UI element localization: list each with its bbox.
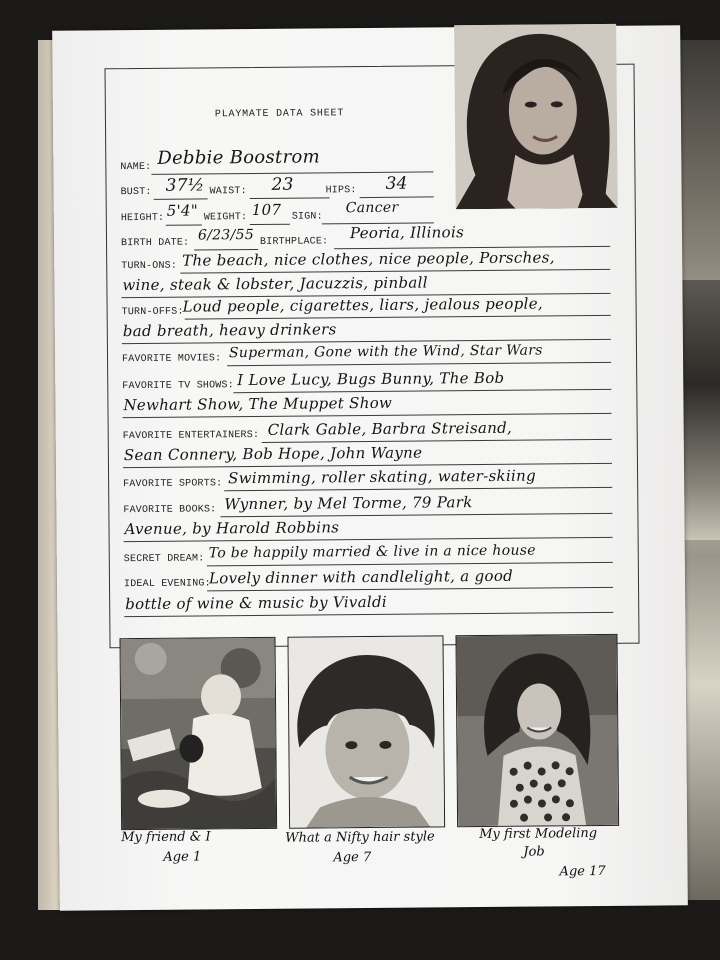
label-favorite-tv-shows: FAVORITE TV SHOWS:: [122, 380, 234, 393]
value-name: Debbie Boostrom: [157, 146, 321, 169]
value-favorite-books-line1: Wynner, by Mel Torme, 79 Park: [224, 493, 473, 514]
caption-childhood-line2: Age 7: [333, 850, 372, 866]
value-sign: Cancer: [345, 199, 399, 217]
value-weight: 107: [251, 200, 282, 220]
baby-photo-image: [120, 638, 276, 829]
caption-baby-line1: My friend & I: [121, 829, 211, 846]
caption-modeling-line3: Age 17: [559, 863, 606, 880]
label-favorite-books: FAVORITE BOOKS:: [123, 504, 217, 517]
portrait-image: [454, 24, 618, 209]
caption-modeling-line1: My first Modeling: [479, 826, 598, 843]
value-secret-dream: To be happily married & live in a nice house: [208, 542, 536, 562]
label-bust: BUST:: [120, 186, 152, 199]
caption-modeling-line2: Job: [523, 844, 545, 860]
value-favorite-books-line2: Avenue, by Harold Robbins: [124, 518, 340, 539]
label-turn-offs: TURN-OFFS:: [121, 306, 184, 319]
caption-baby-line2: Age 1: [163, 849, 202, 865]
value-ideal-evening-line1: Lovely dinner with candlelight, a good: [208, 566, 514, 588]
value-favorite-entertainers-line1: Clark Gable, Barbra Streisand,: [267, 418, 513, 439]
value-favorite-tv-shows-line2: Newhart Show, The Muppet Show: [123, 393, 393, 415]
value-favorite-entertainers-line2: Sean Connery, Bob Hope, John Wayne: [123, 443, 423, 465]
value-ideal-evening-line2: bottle of wine & music by Vivaldi: [125, 592, 388, 614]
value-favorite-sports: Swimming, roller skating, water-skiing: [228, 466, 537, 488]
label-weight: WEIGHT:: [203, 212, 248, 224]
label-favorite-sports: FAVORITE SPORTS:: [123, 478, 223, 491]
label-hips: HIPS:: [325, 185, 357, 197]
value-birthplace: Peoria, Illinois: [349, 223, 465, 243]
value-waist: 23: [271, 174, 294, 195]
baby-photo: [119, 637, 277, 830]
value-bust: 37½: [165, 175, 205, 196]
label-secret-dream: SECRET DREAM:: [123, 553, 205, 566]
label-waist: WAIST:: [209, 186, 247, 198]
sheet-title: PLAYMATE DATA SHEET: [214, 108, 345, 121]
label-birth-date: BIRTH DATE:: [120, 237, 190, 250]
portrait-photo: [454, 24, 618, 209]
label-sign: SIGN:: [291, 211, 323, 223]
label-birthplace: BIRTHPLACE:: [259, 236, 329, 248]
value-turn-ons-line2: wine, steak & lobster, Jacuzzis, pinball: [122, 273, 428, 295]
label-turn-ons: TURN-ONS:: [121, 260, 178, 273]
label-ideal-evening: IDEAL EVENING:: [123, 578, 211, 591]
value-hips: 34: [385, 173, 408, 194]
modeling-photo: [455, 634, 619, 827]
value-birth-date: 6/23/55: [197, 227, 255, 244]
childhood-photo-image: [288, 636, 444, 827]
caption-childhood-line1: What a Nifty hair style: [285, 829, 435, 846]
value-turn-offs-line1: Loud people, cigarettes, liars, jealous people,: [182, 294, 543, 316]
modeling-photo-image: [456, 635, 618, 826]
value-favorite-tv-shows-line1: I Love Lucy, Bugs Bunny, The Bob: [237, 368, 505, 390]
label-height: HEIGHT:: [120, 212, 165, 225]
label-favorite-entertainers: FAVORITE ENTERTAINERS:: [122, 429, 260, 443]
value-turn-ons-line1: The beach, nice clothes, nice people, Porsches,: [182, 248, 555, 270]
value-height: 5'4": [166, 201, 199, 220]
value-favorite-movies: Superman, Gone with the Wind, Star Wars: [228, 342, 543, 362]
childhood-photo: [287, 635, 445, 828]
label-name: NAME:: [120, 161, 152, 174]
value-turn-offs-line2: bad breath, heavy drinkers: [122, 320, 337, 341]
label-favorite-movies: FAVORITE MOVIES:: [121, 353, 222, 366]
data-sheet-page: [52, 25, 688, 910]
